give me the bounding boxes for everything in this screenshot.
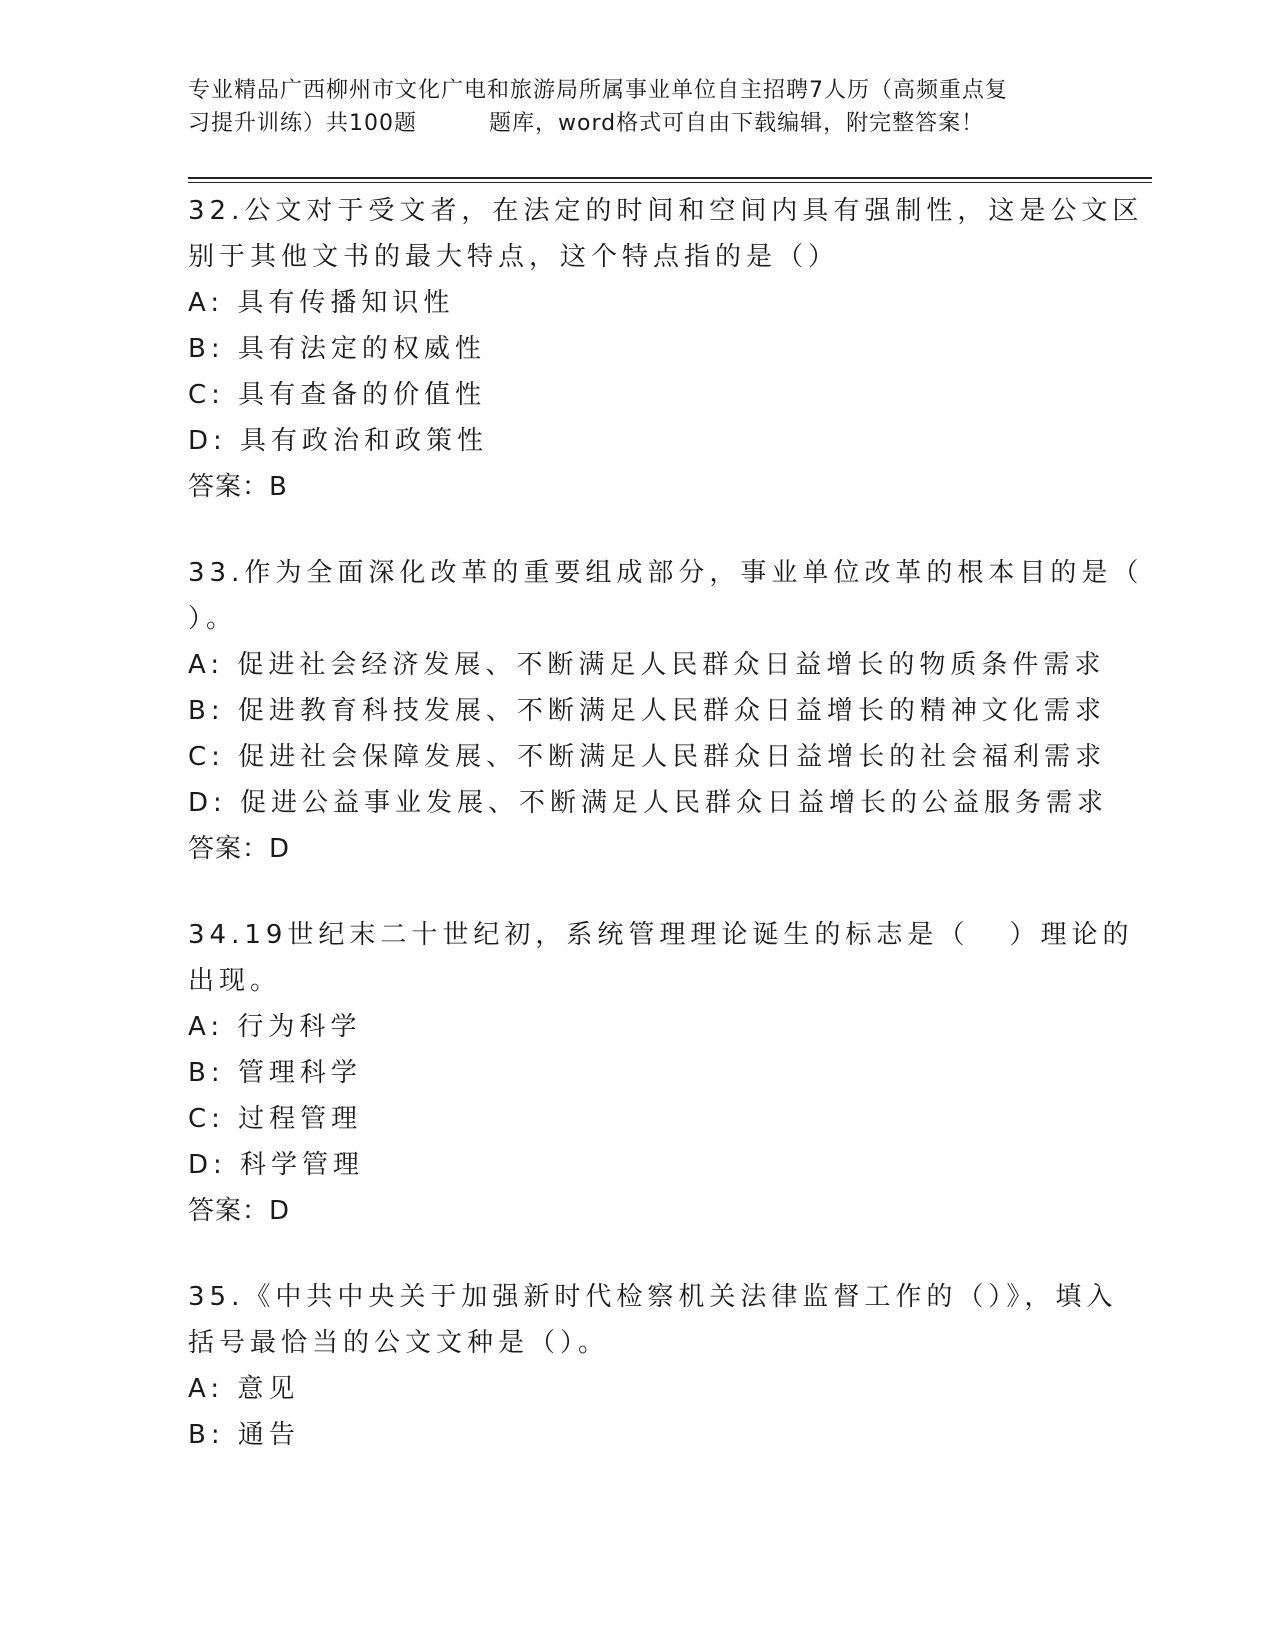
header-line-2-right: 题库，word格式可自由下载编辑，附完整答案！	[489, 111, 985, 136]
question-stem: 33.作为全面深化改革的重要组成部分，事业单位改革的根本目的是（	[188, 558, 1144, 588]
option-a: A: 行为科学	[188, 1012, 362, 1042]
header-line-2-left: 习提升训练）共100题	[188, 111, 417, 136]
header-rule-thin	[188, 182, 1152, 183]
header-rule-thick	[188, 177, 1152, 179]
question-34	[188, 912, 1134, 1234]
option-a: A: 促进社会经济发展、不断满足人民群众日益增长的物质条件需求	[188, 650, 1106, 680]
option-b: B: 促进教育科技发展、不断满足人民群众日益增长的精神文化需求	[188, 696, 1106, 726]
answer: 答案：B	[188, 472, 288, 502]
option-b: B: 具有法定的权威性	[188, 334, 486, 364]
question-33	[188, 550, 1144, 872]
option-b: B: 管理科学	[188, 1058, 362, 1088]
question-stem-cont: ）。	[188, 604, 238, 634]
option-c: C: 促进社会保障发展、不断满足人民群众日益增长的社会福利需求	[188, 742, 1107, 772]
question-stem-cont: 别于其他文书的最大特点，这个特点指的是（）	[188, 242, 840, 272]
option-a: A: 具有传播知识性	[188, 288, 455, 318]
header-line-2	[188, 107, 1088, 140]
question-35	[188, 1274, 1118, 1458]
question-stem	[188, 912, 1134, 958]
option-c: C: 具有查备的价值性	[188, 380, 487, 410]
question-32	[188, 188, 1144, 510]
question-stem-left: 34.19世纪末二十世纪初，系统管理理论诞生的标志是（	[188, 920, 970, 950]
header-line-1: 专业精品广西柳州市文化广电和旅游局所属事业单位自主招聘7人历（高频重点复	[188, 78, 1008, 103]
option-d: D: 具有政治和政策性	[188, 426, 489, 456]
page-header	[188, 74, 1088, 140]
question-stem-right: ）理论的	[1009, 920, 1134, 950]
question-stem-cont: 括号最恰当的公文文种是（）。	[188, 1328, 610, 1358]
answer: 答案：D	[188, 1196, 291, 1226]
question-list	[188, 188, 1144, 1498]
answer: 答案：D	[188, 834, 291, 864]
question-stem-cont: 出现。	[188, 966, 282, 996]
option-d: D: 促进公益事业发展、不断满足人民群众日益增长的公益服务需求	[188, 788, 1109, 818]
option-d: D: 科学管理	[188, 1150, 365, 1180]
question-stem: 32.公文对于受文者，在法定的时间和空间内具有强制性，这是公文区	[188, 196, 1144, 226]
option-b: B: 通告	[188, 1420, 300, 1450]
question-stem: 35.《中共中央关于加强新时代检察机关法律监督工作的（）》，填入	[188, 1282, 1118, 1312]
option-c: C: 过程管理	[188, 1104, 363, 1134]
option-a: A: 意见	[188, 1374, 300, 1404]
